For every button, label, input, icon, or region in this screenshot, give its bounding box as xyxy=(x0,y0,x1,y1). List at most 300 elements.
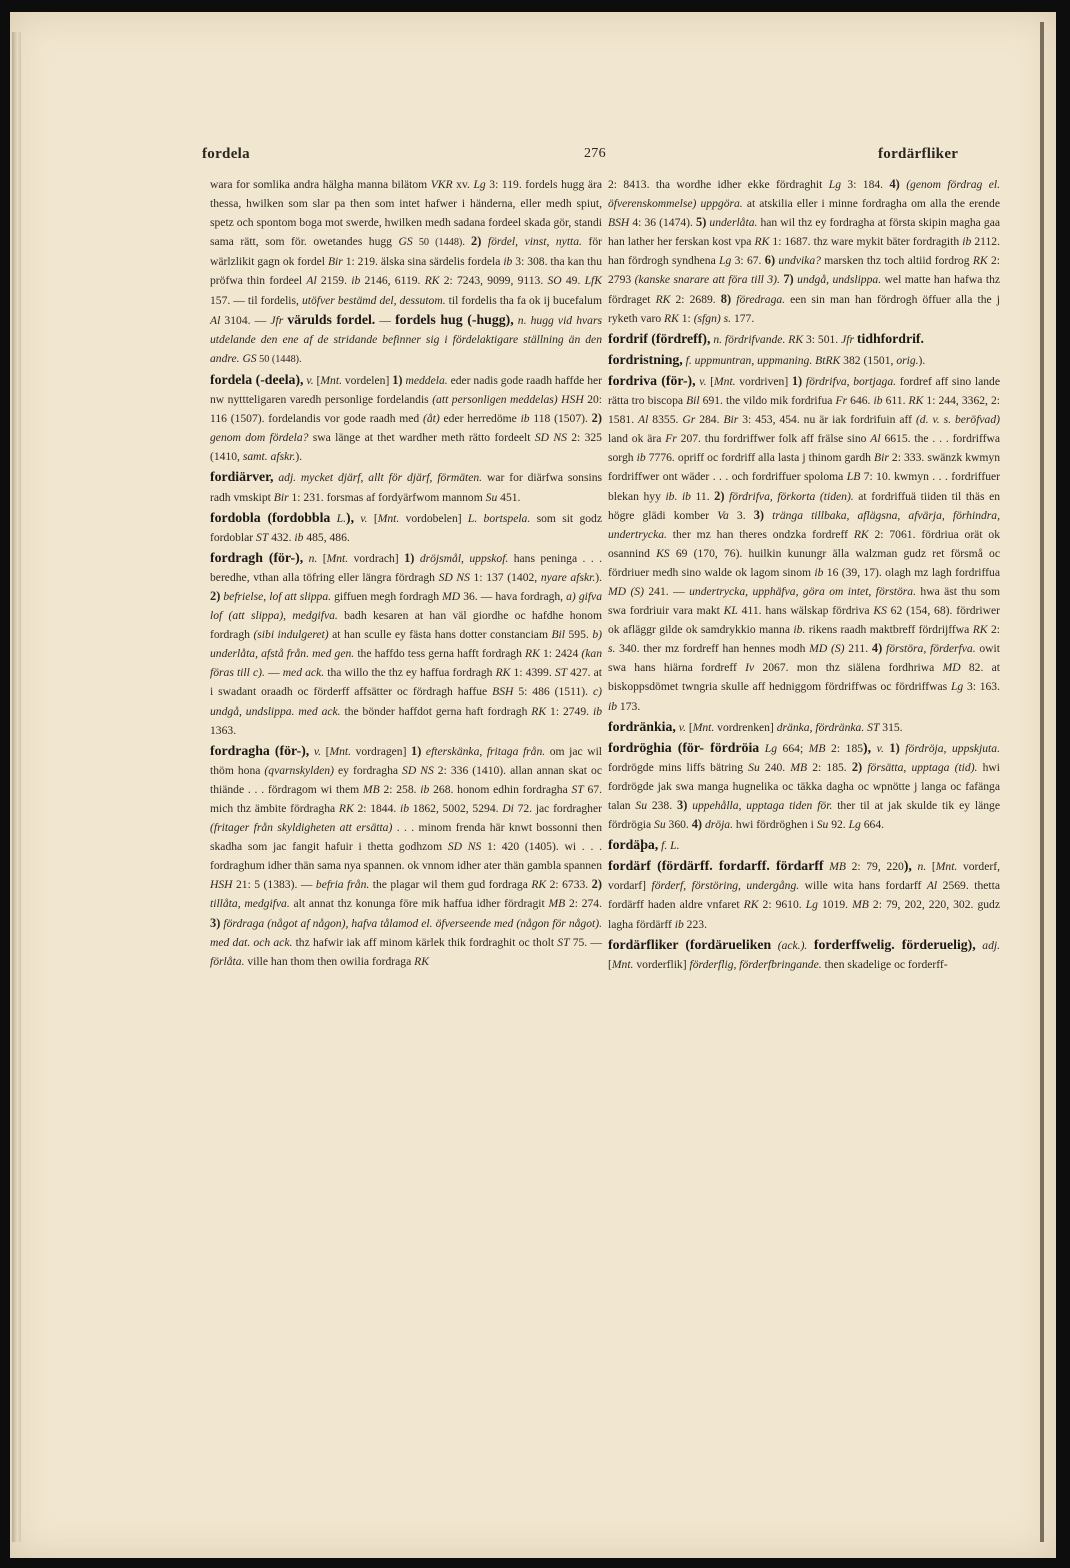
entry-text: 3: 67. xyxy=(731,254,765,268)
sense-number: 2) xyxy=(471,234,482,249)
headword: fordrif (fördreff), xyxy=(608,330,711,346)
entry-text: ib xyxy=(520,412,530,426)
headword: fordröghia (för- fördröia xyxy=(608,739,760,755)
headword: fordäþa, xyxy=(608,837,659,853)
entry-text: 72. jac fordragher xyxy=(513,802,602,815)
dictionary-entry xyxy=(608,935,1000,974)
entry-text: ib xyxy=(681,489,691,503)
entry-text: v. xyxy=(876,741,884,755)
headword: ), xyxy=(345,509,355,525)
entry-text: 157. — til fordelis, xyxy=(210,293,302,307)
entry-text: (d. v. s. beröfvad) xyxy=(915,413,1001,427)
page-spine-edge xyxy=(12,32,21,1542)
entry-text: Mnt. xyxy=(326,551,349,565)
entry-text: 1: 137 (1402, xyxy=(469,570,541,584)
entry-text: HSH xyxy=(561,393,584,407)
entry-text: Iv xyxy=(745,661,755,675)
page-border-rule xyxy=(1040,22,1044,1542)
entry-text: 2: 7061. fördriua orät ok osannind xyxy=(608,527,1000,560)
entry-text: föredraga. xyxy=(736,292,786,306)
entry-text: BtRK xyxy=(815,353,841,367)
entry-text: eder herredöme xyxy=(439,412,521,426)
entry-text: ib. xyxy=(665,489,678,503)
entry-text: at han sculle ey fästa hans dotter constanciam xyxy=(328,628,552,642)
entry-text: ib xyxy=(420,782,430,796)
entry-text: 664. xyxy=(860,818,885,832)
headword: värulds fordel. xyxy=(287,311,376,327)
entry-text: [ xyxy=(685,720,693,734)
sense-number: 1) xyxy=(404,550,415,565)
dictionary-entry xyxy=(210,741,602,971)
entry-text: v. xyxy=(306,373,314,387)
entry-text: VKR xyxy=(430,178,453,191)
headword: tidhfordrif. xyxy=(856,330,924,346)
entry-text: s. xyxy=(608,642,616,656)
entry-text: xv. xyxy=(452,178,474,191)
entry-text: n. fördrifvande. xyxy=(713,332,786,346)
entry-text: SD NS xyxy=(438,570,470,584)
entry-text: 411. hans wälskap fördriva xyxy=(737,604,874,618)
entry-text: b) underlåta, afstå från. med gen. xyxy=(210,628,602,661)
entry-text: (att personligen meddelas) xyxy=(432,393,558,407)
entry-text: tha willo the thz ey haffua fordragh xyxy=(324,666,496,680)
entry-text: BSH xyxy=(608,216,630,230)
entry-text: Lg xyxy=(805,898,818,912)
entry-text: n. xyxy=(917,860,927,874)
entry-text: v. xyxy=(678,720,686,734)
entry-text: Bir xyxy=(874,451,889,465)
entry-text: Gr xyxy=(682,413,696,427)
entry-text: Mnt. xyxy=(329,744,352,758)
entry-text: v. xyxy=(699,374,707,388)
headword: fordristning, xyxy=(608,351,683,367)
entry-text: MD (S) xyxy=(809,642,845,656)
entry-text: [ xyxy=(317,551,327,565)
entry-text: dröjsmål, uppskof. xyxy=(419,551,509,565)
entry-text: fördraga (något af någon), hafva tålamod el. öfverseende med (någon för något). med dat. och ack. xyxy=(210,916,602,949)
entry-text: efterskänka, fritaga från. xyxy=(425,744,546,758)
entry-text: 75. — xyxy=(569,935,603,949)
entry-text: MB xyxy=(829,860,846,874)
entry-text: ). xyxy=(295,450,303,464)
entry-text: f. L. xyxy=(661,839,680,853)
entry-text: (kan föras till c). xyxy=(210,647,603,680)
entry-text: uppehålla, upptaga tiden för. xyxy=(692,799,833,812)
entry-text: 1019. xyxy=(817,898,853,912)
entry-text: [ xyxy=(608,957,612,971)
entry-text xyxy=(764,509,772,522)
entry-text: försätta, upptaga (tid). xyxy=(867,760,978,774)
headword: fordobla (fordobbla xyxy=(210,509,331,525)
dictionary-entry xyxy=(210,370,602,466)
entry-text: 2: 2689. xyxy=(670,292,721,306)
entry-text: 646. xyxy=(847,394,874,408)
entry-text: (kanske snarare att föra till 3). xyxy=(634,273,780,287)
sense-number: 6) xyxy=(764,253,776,268)
entry-text: 1: 4399. xyxy=(510,666,555,680)
sense-number: 2) xyxy=(591,411,602,426)
entry-text: (genom fördrag el. öfverenskommelse) uppgöra. xyxy=(608,178,1000,211)
sense-number: 7) xyxy=(783,272,794,287)
entry-text: Al xyxy=(210,313,221,327)
entry-text: ib xyxy=(636,451,646,465)
entry-text: Lg xyxy=(828,178,842,191)
entry-text: Bir xyxy=(327,255,343,269)
entry-text: RK xyxy=(655,292,671,306)
entry-text: 691. the vildo mik fordrifua xyxy=(699,394,836,408)
dictionary-entry xyxy=(608,329,1000,349)
sense-number: 2) xyxy=(591,877,602,892)
entry-text: MB xyxy=(808,741,826,755)
entry-text: ib xyxy=(503,255,513,269)
entry-text: 2: 185 xyxy=(825,741,864,755)
entry-text: ville han thom then owilia fordraga xyxy=(244,954,415,968)
entry-text: vordobelen] xyxy=(399,511,468,525)
entry-text: 268. honom edhin fordragha xyxy=(429,782,572,796)
entry-text: vorderf, vordarf] xyxy=(608,860,1000,893)
entry-text: med ack. xyxy=(282,666,325,680)
headword: ), xyxy=(863,739,872,755)
entry-text: 1: 244, 3362, 2: 1581. xyxy=(608,394,1001,427)
entry-text: 2569. thetta fordärff haden aldre vnfaret xyxy=(608,879,1000,912)
entry-text: ib. xyxy=(793,623,806,637)
dictionary-entry xyxy=(210,467,602,506)
entry-text: KS xyxy=(873,604,887,618)
entry-text: 2: 79, 202, 220, 302. gudz lagha fördärff xyxy=(608,898,1000,931)
entry-text: vordrenken] xyxy=(714,720,777,734)
entry-text: Lg xyxy=(473,178,486,191)
entry-text: 2: 274. xyxy=(565,897,602,911)
entry-text: meddela. xyxy=(405,373,448,387)
entry-text: RK xyxy=(972,623,988,637)
entry-text: een sin man han fördrogh öffuer alla the j ryketh varo xyxy=(608,292,1000,325)
entry-text: 223. xyxy=(683,917,707,931)
entry-text: 340. ther mz fordreff han hennes modh xyxy=(615,642,810,656)
headword: fordriva (för-), xyxy=(608,372,696,388)
entry-text: fordrögde mins liffs bätring xyxy=(608,760,749,774)
entry-text: Mnt. xyxy=(320,373,342,387)
entry-text: GS xyxy=(242,351,257,365)
entry-text: L. xyxy=(336,511,346,525)
entry-text: Mnt. xyxy=(611,957,634,971)
entry-text: LB xyxy=(846,470,861,484)
entry-text: undgå, undslippa. xyxy=(797,273,882,287)
dictionary-entry xyxy=(608,371,1000,716)
entry-text: undertrycka, upphäfva, göra om intet, förstöra. xyxy=(689,584,916,598)
entry-text: 7: 10. kwmyn . . . fordriffuer blekan hyy xyxy=(608,470,1000,503)
entry-text: förderflig, förderfbringande. xyxy=(689,957,822,971)
entry-text: dränka, fördränka. xyxy=(776,720,865,734)
entry-text: f. uppmuntran, uppmaning. xyxy=(685,353,813,367)
entry-text: 82. at biskoppsdömet twngria skulle aff hedniggom fördriffwas oc fördriffwas xyxy=(608,661,1001,694)
entry-text: 427. at i swadant oraadh oc förderff affsätter oc fördragh haffue xyxy=(210,666,603,699)
entry-text: 1: 219. älska sina särdelis fordela xyxy=(342,255,504,269)
entry-text: v. xyxy=(313,744,321,758)
entry-text: ey fordragha xyxy=(333,763,403,777)
entry-text: 6615. the . . . fordriffwa sorgh xyxy=(608,432,1000,465)
entry-text: thz hafwir iak aff minom kärlek thik fordraghit oc tholt xyxy=(292,935,558,949)
entry-text: 67. mich thz ämbite fördragha xyxy=(210,782,603,815)
entry-text: undvika? xyxy=(778,254,821,268)
entry-text: 451. xyxy=(497,490,521,504)
entry-text: genom dom fördela? xyxy=(210,431,309,445)
entry-text: rikens raadh maktbreff fördrijffwa xyxy=(805,623,973,637)
entry-text: LfK xyxy=(584,274,603,288)
entry-text: Fr xyxy=(835,394,848,408)
entry-text: fördel, vinst, nytta. xyxy=(487,235,582,249)
entry-text: [ xyxy=(313,373,321,387)
entry-text: 49. xyxy=(561,274,585,288)
entry-text: 2: xyxy=(987,623,1000,637)
entry-text: 50 (1448). xyxy=(256,353,302,365)
entry-text: 2: 333. swänzk kwmyn fordriffwer ont wäder . . . och fordriffuer spoloma xyxy=(608,451,1001,484)
entry-text: eder nadis gode raadh haffde her nw nyttteligaren varedh personlige fordelandis xyxy=(210,373,603,407)
entry-text: 241. — xyxy=(643,584,690,598)
entry-text: 432. xyxy=(268,530,295,544)
entry-text: 2159. xyxy=(316,274,352,288)
entry-text: wara for somlika andra hälgha manna bilätom xyxy=(210,178,431,191)
entry-text: [ xyxy=(367,511,378,525)
entry-text: Bir xyxy=(273,490,289,504)
entry-text: 240. xyxy=(759,760,791,774)
entry-text: Su xyxy=(748,760,760,774)
entry-text: marsken thz toch altiid fordrog xyxy=(820,254,973,268)
entry-text: GS xyxy=(398,235,413,249)
entry-text: wel matte han hafwa thz fördraget xyxy=(608,273,1001,306)
entry-text: 62 (154, 68). fördriwer ok afläggr gilde ok samdrykkio manna xyxy=(608,604,1000,637)
entry-text: RK xyxy=(531,704,547,718)
entry-text: n. xyxy=(308,551,318,565)
entry-text: RK xyxy=(424,274,440,288)
entry-text: 1: xyxy=(678,311,694,325)
dictionary-entry xyxy=(210,175,602,369)
entry-text: the bönder haffdot gerna haft fordragh xyxy=(340,704,532,718)
headword: forderffwelig. förderuelig), xyxy=(813,936,976,952)
sense-number: 1) xyxy=(411,743,422,758)
entry-text: 2: 325 (1410, xyxy=(210,431,602,464)
entry-text: ST xyxy=(557,935,570,949)
sense-number: 5) xyxy=(696,215,707,230)
entry-text: 1: 420 (1405). wi . . . fordraghum idher thän sama nya spannen. ok vnnom idher ater thän gambla spannen xyxy=(210,840,602,873)
headword: fordels hug (-hugg), xyxy=(395,311,514,327)
entry-text: a) gifva lof (att slippa), medgifva. xyxy=(210,589,602,623)
entry-text: 5: 486 (1511). xyxy=(513,685,593,699)
entry-text: Al xyxy=(306,274,317,288)
entry-text: fordref aff sino lande rätta tro biscopa xyxy=(608,374,1000,408)
entry-text: 50 (1448). xyxy=(412,237,472,249)
sense-number: 4) xyxy=(871,641,883,656)
headword: fordragha (för-), xyxy=(210,742,310,758)
entry-text: (sfgn) s. xyxy=(693,311,732,325)
entry-text: 3. xyxy=(728,508,754,522)
entry-text: the haffdo tess gerna hafft fordragh xyxy=(354,647,525,661)
entry-text: 2: 7243, 9099, 9113. xyxy=(439,274,548,288)
entry-text: BSH xyxy=(492,685,514,699)
entry-text: badh kesaren at han väl giordhe oc hafdhe honom fordragh xyxy=(210,609,602,642)
dictionary-page xyxy=(10,12,1056,1558)
entry-text: 595. xyxy=(565,628,593,642)
dictionary-entry xyxy=(608,856,1000,933)
entry-text: ib xyxy=(814,565,824,579)
page-number: 276 xyxy=(584,146,606,161)
entry-text: Mnt. xyxy=(692,720,715,734)
entry-text: ib xyxy=(294,530,304,544)
entry-text: Lg xyxy=(719,254,732,268)
sense-number: 3) xyxy=(210,915,221,930)
sense-number: 2) xyxy=(210,588,221,603)
entry-text: the plagar wil them gud fordraga xyxy=(369,878,532,892)
sense-number: 3) xyxy=(753,507,765,522)
entry-text: 2: 1844. xyxy=(353,802,401,815)
entry-text: 1: 2424 xyxy=(539,647,582,661)
entry-text: 20: 116 (1507). fordelandis vor gode raadh med xyxy=(210,393,603,426)
entry-text: ib xyxy=(400,802,410,815)
entry-text: RK xyxy=(972,254,988,268)
entry-text: Al xyxy=(870,432,881,446)
entry-text: RK xyxy=(414,954,429,968)
sense-number: 2) xyxy=(851,759,863,774)
entry-text: ib xyxy=(962,235,972,249)
entry-text: Lg xyxy=(950,680,964,694)
entry-text: 21: 5 (1383). — xyxy=(232,878,316,892)
entry-text: 2: 258. xyxy=(379,782,421,796)
sense-number: 3) xyxy=(677,798,688,812)
entry-text: vordrach] xyxy=(348,551,405,565)
entry-text: RK xyxy=(788,332,804,346)
entry-text: 2: 9610. xyxy=(758,898,806,912)
entry-text: dröja. xyxy=(704,818,733,832)
entry-text: fördrifva, bortjaga. xyxy=(805,374,897,388)
dictionary-entry xyxy=(608,738,1000,834)
entry-text: förderf, förstöring, undergång. xyxy=(651,879,800,893)
entry-text: vorderflik] xyxy=(633,957,690,971)
entry-text: adj. mycket djärf, allt för djärf, förmäten. xyxy=(278,471,483,485)
entry-text: Fr xyxy=(665,432,677,446)
entry-text: 382 (1501, xyxy=(840,353,897,367)
sense-number: 4) xyxy=(691,817,703,832)
entry-text: [ xyxy=(926,860,936,874)
entry-text: vordriven] xyxy=(735,374,792,388)
entry-text: 3: 501. xyxy=(803,332,842,346)
entry-text: (fritager från skyldigheten att ersätta) xyxy=(210,821,393,835)
entry-text: 1363. xyxy=(210,723,237,737)
entry-text: — xyxy=(375,313,396,327)
entry-text: hans peninga . . . beredhe, vthan alla töfring eller längra fördragh xyxy=(210,551,603,584)
entry-text: RK xyxy=(495,666,511,680)
entry-text: om jac wil thöm hona xyxy=(210,744,603,777)
entry-text: ). xyxy=(918,353,926,367)
right-running-header: fordärfliker xyxy=(878,146,959,162)
entry-text: som sit godz fordoblar xyxy=(210,511,602,544)
entry-text: MD xyxy=(942,661,961,675)
headword: fordragh (för-), xyxy=(210,549,304,565)
entry-text: 485, 486. xyxy=(303,530,350,544)
entry-text: SO xyxy=(547,274,562,288)
entry-text: 16 (39, 17). olagh mz lagh fordriffua xyxy=(823,565,1000,579)
entry-text: RK xyxy=(664,311,679,325)
dictionary-entry xyxy=(608,835,1000,855)
entry-text: RK xyxy=(338,802,354,815)
entry-text: KS xyxy=(656,546,670,560)
entry-text: 2: 2793 xyxy=(608,254,1000,287)
entry-text: hwi fordrögde jak swa manga hugnelika oc täkka dagha oc wpnötte j langa oc fafänga talan xyxy=(608,760,1001,812)
entry-text: 118 (1507). xyxy=(529,412,592,426)
entry-text: L. bortspela. xyxy=(467,511,531,525)
entry-text: Bil xyxy=(686,394,700,408)
entry-text: Mnt. xyxy=(935,860,958,874)
entry-text: underlåta. xyxy=(709,216,758,230)
entry-text: 284. xyxy=(695,413,724,427)
entry-text: 211. xyxy=(844,642,872,656)
entry-text: 4: 36 (1474). xyxy=(629,216,696,230)
entry-text: [ xyxy=(321,744,330,758)
entry-text: at fordriffuä tiiden til thäs en högre glädi komber xyxy=(608,489,1001,522)
entry-text: til fordelis tha fa ok ij bucefalum xyxy=(445,293,602,307)
entry-text: 2146, 6119. xyxy=(360,274,425,288)
entry-text: MD (S) xyxy=(608,584,644,598)
entry-text: 3: 163. xyxy=(963,680,1001,694)
headword: fordärfliker (fordärueliken xyxy=(608,936,772,952)
entry-text: SD NS xyxy=(447,840,482,854)
entry-text: SD NS xyxy=(402,763,434,777)
sense-number: 1) xyxy=(791,373,803,388)
entry-text: 2: 6733. xyxy=(546,878,592,892)
entry-text: . . . minom frenda här knwt bossonni then skadha som jac fangit hafuir i thetta godhzom xyxy=(210,821,602,854)
entry-text: 3: 453, 454. nu är iak fordrifuin aff xyxy=(738,413,916,427)
entry-text: nyare afskr. xyxy=(540,570,596,584)
entry-text: 2: 79, 220 xyxy=(845,860,904,874)
entry-text: [ xyxy=(706,374,714,388)
entry-text: 11. xyxy=(690,489,715,503)
entry-text: Su xyxy=(654,818,666,832)
entry-text: ib xyxy=(351,274,361,288)
entry-text: (qvarnskylden) xyxy=(264,763,334,777)
entry-text: ST xyxy=(571,782,584,796)
entry-text: vordelen] xyxy=(341,373,393,387)
sense-number: 8) xyxy=(720,291,732,306)
dictionary-entry xyxy=(608,175,1000,328)
entry-text: c) undgå, undslippa. med ack. xyxy=(210,685,602,718)
entry-text: Su xyxy=(485,490,498,504)
entry-text: tillåta, medgifva. xyxy=(210,897,290,911)
entry-text: 360. xyxy=(665,818,692,832)
entry-text: MB xyxy=(852,898,869,912)
entry-text: 238. xyxy=(646,799,677,812)
left-column xyxy=(210,175,602,971)
entry-text: RK xyxy=(853,527,869,541)
entry-text: vordragen] xyxy=(351,744,412,758)
entry-text: KL xyxy=(723,604,738,618)
dictionary-entry xyxy=(210,508,602,547)
entry-text: — xyxy=(264,666,283,680)
entry-text: Bil xyxy=(551,628,565,642)
entry-text: ib xyxy=(674,917,684,931)
entry-text: 2067. mon thz siälena fordhriwa xyxy=(754,661,943,675)
entry-text: ST xyxy=(867,720,880,734)
entry-text: 1: 1687. thz ware mykit bäter fordragith xyxy=(769,235,963,249)
entry-text: Di xyxy=(502,802,514,815)
dictionary-entry xyxy=(210,548,602,740)
entry-text: förlåta. xyxy=(210,954,245,968)
entry-text: Va xyxy=(717,508,729,522)
entry-text: 664; xyxy=(777,741,809,755)
entry-text: SD NS xyxy=(534,431,567,445)
entry-text: 2: 8413. tha wordhe idher ekke fördraghit xyxy=(608,178,829,191)
entry-text: Al xyxy=(926,879,938,893)
entry-text: Jfr xyxy=(270,313,284,327)
entry-text: 3: 119. fordels hugg ära thessa, hwilken som slar pa then som intet hafwer i händerna, eller medh spiut, spetz och spontom boga mot swerde, hwilken medh sadana fordeel skada gör, standi sama rätt, som för. owetandes hugg xyxy=(210,178,602,249)
entry-text: 36. — hava fordragh, xyxy=(460,589,567,603)
